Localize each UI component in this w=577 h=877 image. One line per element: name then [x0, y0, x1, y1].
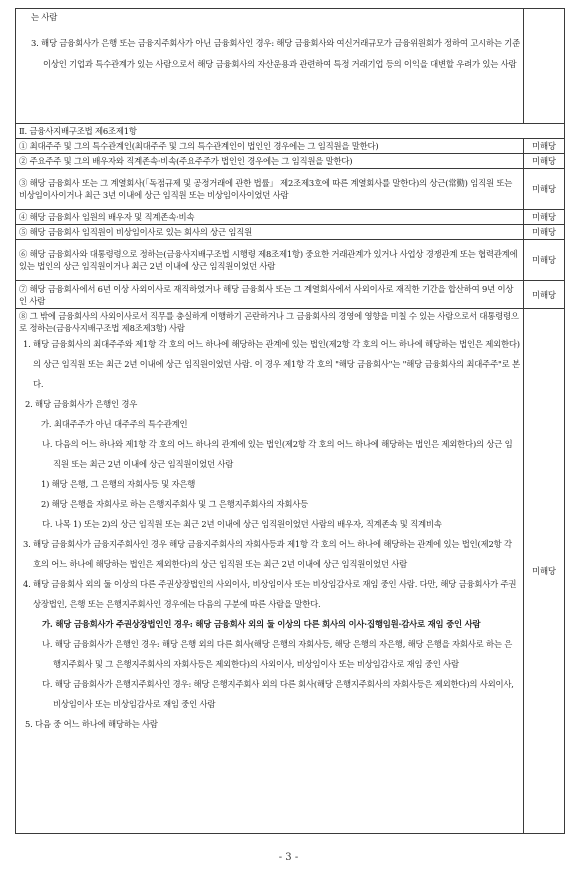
- status-badge: 미해당: [524, 225, 565, 240]
- page-number: - 3 -: [278, 852, 299, 863]
- status-badge: 미해당: [524, 281, 565, 309]
- status-badge: 미해당: [524, 139, 565, 154]
- criteria-text: ⑥ 해당 금융회사와 대통령령으로 정하는(금융사지배구조법 시행령 제8조제1항) 중요한 거래관계가 있거나 사업상 경쟁관계 또는 협력관계에 있는 법인의 상근 임직원이거나 최근 2년 이내에 상근 임직원이었던 사람: [16, 240, 524, 281]
- sub-item-2-da: 다. 나목 1) 또는 2)의 상근 임직원 또는 최근 2년 이내에 상근 임직원이었던 사람의 배우자, 직계존속 및 직계비속: [42, 519, 442, 529]
- criteria-text: ④ 해당 금융회사 임원의 배우자 및 직계존속·비속: [16, 210, 524, 225]
- criteria-row-8: [16, 309, 565, 834]
- continued-row: [16, 9, 565, 124]
- sub-item-4-na: 나. 해당 금융회사가 은행인 경우: 해당 은행 외의 다른 회사(해당 은행의 자회사등, 해당 은행의 자은행, 해당 은행을 자회사로 하는 은행지주회사 및 그 은행지주회사의 자회사등은 제외한다)의 사외이사, 비상임이사 또는 비상임감사로 재임 중인 사람: [42, 639, 513, 669]
- status-badge: 미해당: [524, 169, 565, 210]
- criteria-row-2: [16, 154, 565, 169]
- criteria-text: ⑦ 해당 금융회사에서 6년 이상 사외이사로 재직하였거나 해당 금융회사 또는 그 계열회사에서 사외이사로 재직한 기간을 합산하여 9년 이상인 사람: [16, 281, 524, 309]
- sub-item-5: 5. 다음 중 어느 하나에 해당하는 사람: [25, 719, 158, 729]
- status-badge: 미해당: [524, 210, 565, 225]
- sub-item-2-na-1: 1) 해당 은행, 그 은행의 자회사등 및 자은행: [41, 479, 196, 489]
- section-header-row: [16, 124, 565, 139]
- status-badge: 미해당: [524, 154, 565, 169]
- item-8-intro: ⑧ 그 밖에 금융회사의 사외이사로서 직무를 충실하게 이행하기 곤란하거나 그 금융회사의 경영에 영향을 미칠 수 있는 사람으로서 대통령령으로 정하는(금융사지배구조법 제8조제3항) 사람: [19, 311, 519, 333]
- criteria-row-5: [16, 225, 565, 240]
- criteria-text: ③ 해당 금융회사 또는 그 계열회사(「독점규제 및 공정거래에 관한 법률」 제2조제3호에 따른 계열회사를 말한다)의 상근(常勤) 임직원 또는 비상임이사이거나 최근 3년 이내에 상근 임직원 또는 비상임이사이었던 사람: [16, 169, 524, 210]
- sub-item-4-ga: 가. 해당 금융회사가 주권상장법인인 경우: 해당 금융회사 외의 둘 이상의 다른 회사의 이사·집행임원·감사로 재임 중인 사람: [42, 619, 481, 629]
- criteria-text: ⑤ 해당 금융회사 임직원이 비상임이사로 있는 회사의 상근 임직원: [16, 225, 524, 240]
- director-eligibility-table: [15, 8, 565, 834]
- criteria-row-1: [16, 139, 565, 154]
- item-3-text: 3. 해당 금융회사가 은행 또는 금융지주회사가 아닌 금융회사인 경우: 해당 금융회사와 여신거래규모가 금융위원회가 정하여 고시하는 기준 이상인 기업과 특수관계가 있는 사람으로서 해당 금융회사의 자산운용과 관련하여 특정 거래기업 등의 이익을 대변할 우려가 있는 사람: [31, 38, 520, 69]
- status-badge: 미해당: [524, 240, 565, 281]
- continued-line: 는 사람: [31, 12, 58, 22]
- status-badge: 미해당: [524, 309, 565, 834]
- sub-item-4-da: 다. 해당 금융회사가 은행지주회사인 경우: 해당 은행지주회사 외의 다른 회사(해당 은행지주회사의 자회사등은 제외한다)의 사외이사, 비상임이사 또는 비상임감사로 재임 중인 사람: [42, 679, 514, 709]
- criteria-row-4: [16, 210, 565, 225]
- sub-item-4: 4. 해당 금융회사 외의 둘 이상의 다른 주권상장법인의 사외이사, 비상임이사 또는 비상임감사로 재임 중인 사람. 다만, 해당 금융회사가 주권상장법인, 은행 또는 은행지주회사인 경우에는 다음의 구분에 따른 사람을 말한다.: [23, 579, 517, 609]
- criteria-text: ② 주요주주 및 그의 배우자와 직계존속·비속(주요주주가 법인인 경우에는 그 임직원을 말한다): [16, 154, 524, 169]
- criteria-row-7: [16, 281, 565, 309]
- sub-item-2-na-2: 2) 해당 은행을 자회사로 하는 은행지주회사 및 그 은행지주회사의 자회사등: [41, 499, 309, 509]
- sub-item-2-na: 나. 다음의 어느 하나와 제1항 각 호의 어느 하나의 관계에 있는 법인(제2항 각 호의 어느 하나에 해당하는 법인은 제외한다)의 상근 임직원 또는 최근 2년 이내에 상근 임직원이었던 사람: [42, 439, 513, 469]
- criteria-text: ① 최대주주 및 그의 특수관계인(최대주주 및 그의 특수관계인이 법인인 경우에는 그 임직원을 말한다): [16, 139, 524, 154]
- sub-item-1: 1. 해당 금융회사의 최대주주와 제1항 각 호의 어느 하나에 해당하는 관계에 있는 법인(제2항 각 호의 어느 하나에 해당하는 법인은 제외한다)의 상근 임직원 또는 최근 2년 이내에 상근 임직원이었던 사람. 이 경우 제1항 각 호의 "해당 금융회사"는 "해당 금융회사의 최대주주"로 본다.: [23, 339, 520, 389]
- sub-item-2-ga: 가. 최대주주가 아닌 대주주의 특수관계인: [41, 419, 188, 429]
- continued-text-cell: [16, 9, 524, 124]
- sub-item-3: 3. 해당 금융회사가 금융지주회사인 경우 해당 금융지주회사의 자회사등과 제1항 각 호의 어느 하나에 해당하는 관계에 있는 법인(제2항 각 호의 어느 하나에 해당하는 법인은 제외한다)의 상근 임직원 또는 최근 2년 이내에 상근 임직원이었던 사람: [23, 539, 512, 569]
- section-title: Ⅱ. 금융사지배구조법 제6조제1항: [16, 124, 565, 139]
- criteria-row-6: [16, 240, 565, 281]
- sub-item-2: 2. 해당 금융회사가 은행인 경우: [25, 399, 138, 409]
- status-cell-empty: [524, 9, 565, 124]
- criteria-text-item-8: [16, 309, 524, 834]
- criteria-row-3: [16, 169, 565, 210]
